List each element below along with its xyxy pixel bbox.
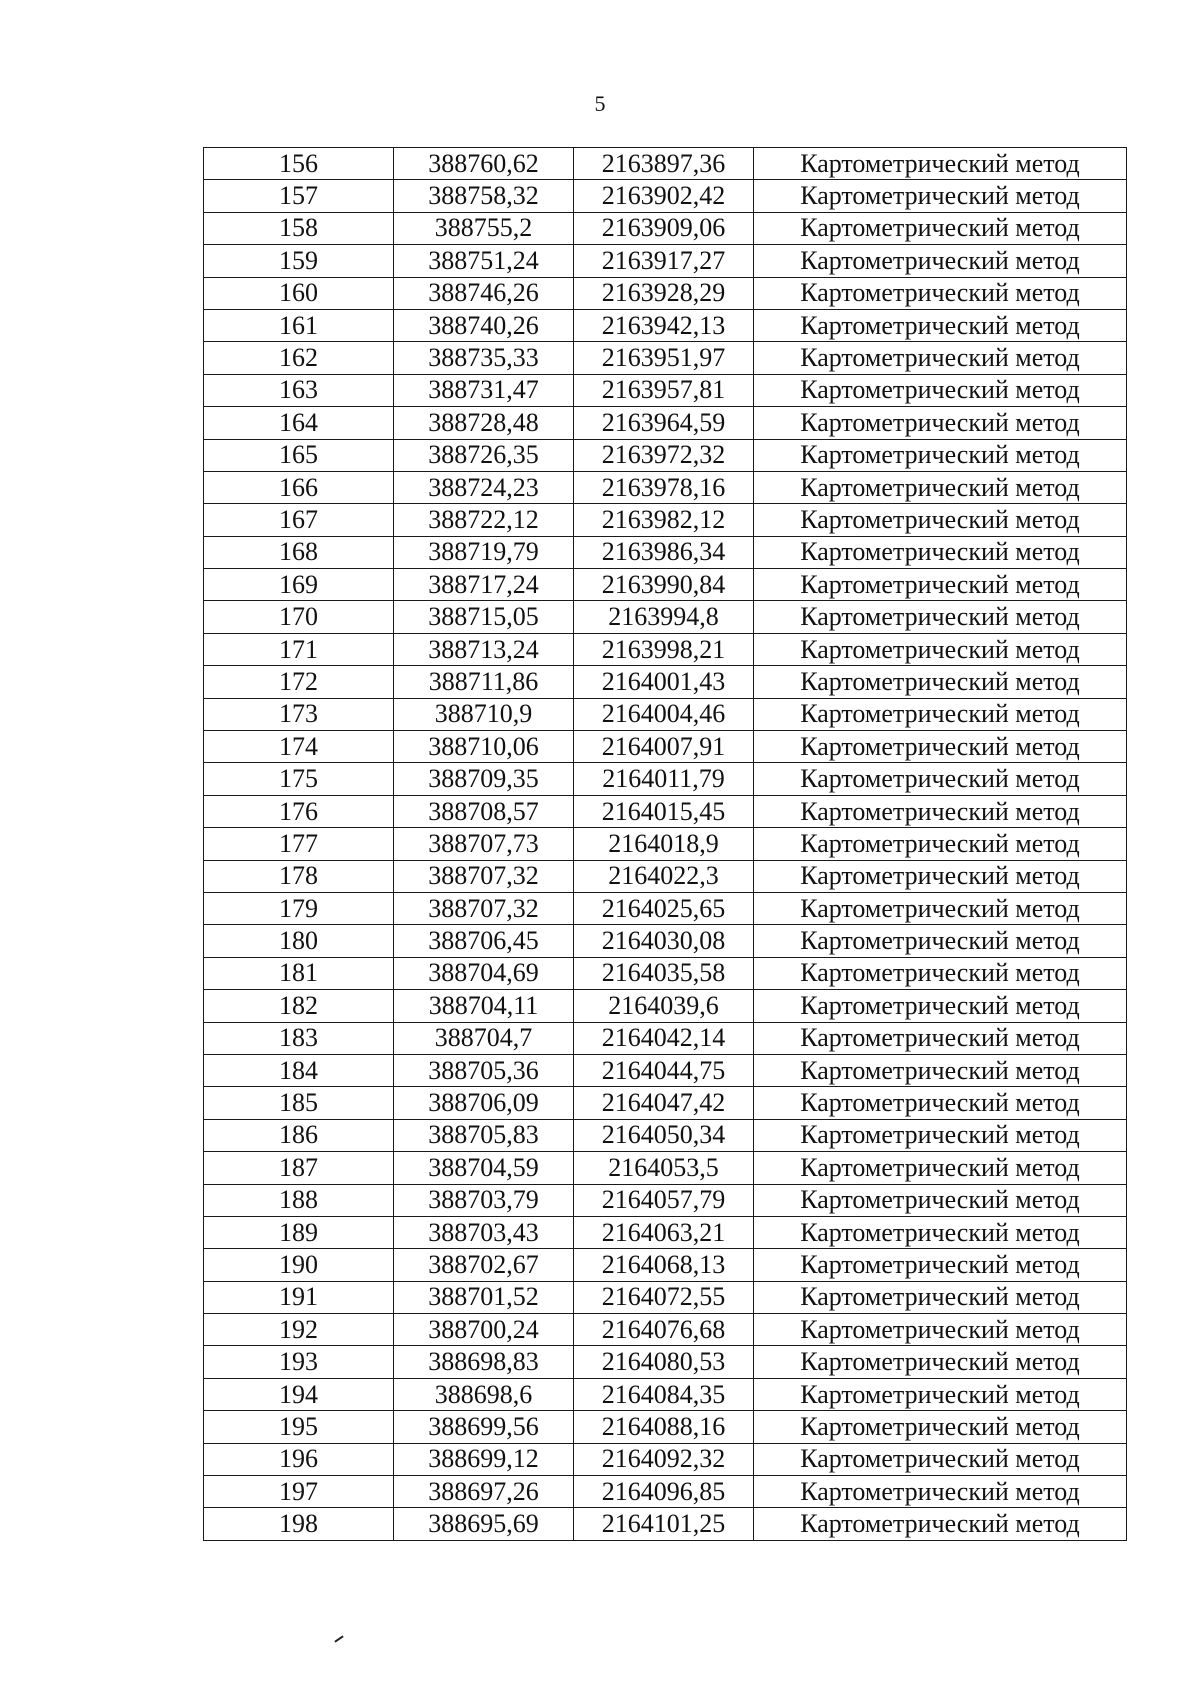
- table-row: [204, 1476, 1127, 1508]
- y-coordinate-cell: 2164044,75: [574, 1054, 754, 1086]
- point-number-cell: 177: [204, 828, 394, 860]
- x-coordinate-cell: 388704,59: [394, 1152, 574, 1184]
- table-row: [204, 1411, 1127, 1443]
- table-row: [204, 1443, 1127, 1475]
- point-number-cell: 187: [204, 1152, 394, 1184]
- x-coordinate-cell: 388699,12: [394, 1443, 574, 1475]
- point-number-cell: 178: [204, 860, 394, 892]
- x-coordinate-cell: 388707,32: [394, 860, 574, 892]
- method-cell: Картометрический метод: [754, 795, 1127, 827]
- method-cell: Картометрический метод: [754, 569, 1127, 601]
- point-number-cell: 195: [204, 1411, 394, 1443]
- table-row: [204, 407, 1127, 439]
- method-cell: Картометрический метод: [754, 1314, 1127, 1346]
- method-cell: Картометрический метод: [754, 504, 1127, 536]
- method-cell: Картометрический метод: [754, 860, 1127, 892]
- x-coordinate-cell: 388722,12: [394, 504, 574, 536]
- method-cell: Картометрический метод: [754, 1411, 1127, 1443]
- point-number-cell: 166: [204, 471, 394, 503]
- y-coordinate-cell: 2164057,79: [574, 1184, 754, 1216]
- table-row: [204, 698, 1127, 730]
- method-cell: Картометрический метод: [754, 1443, 1127, 1475]
- table-row: [204, 601, 1127, 633]
- method-cell: Картометрический метод: [754, 892, 1127, 924]
- method-cell: Картометрический метод: [754, 1249, 1127, 1281]
- y-coordinate-cell: 2163994,8: [574, 601, 754, 633]
- x-coordinate-cell: 388715,05: [394, 601, 574, 633]
- method-cell: Картометрический метод: [754, 1346, 1127, 1378]
- x-coordinate-cell: 388704,7: [394, 1022, 574, 1054]
- x-coordinate-cell: 388758,32: [394, 180, 574, 212]
- y-coordinate-cell: 2163986,34: [574, 536, 754, 568]
- table-row: [204, 1281, 1127, 1313]
- point-number-cell: 179: [204, 892, 394, 924]
- table-row: [204, 1378, 1127, 1410]
- y-coordinate-cell: 2163982,12: [574, 504, 754, 536]
- method-cell: Картометрический метод: [754, 925, 1127, 957]
- method-cell: Картометрический метод: [754, 763, 1127, 795]
- x-coordinate-cell: 388697,26: [394, 1476, 574, 1508]
- point-number-cell: 186: [204, 1119, 394, 1151]
- point-number-cell: 163: [204, 374, 394, 406]
- x-coordinate-cell: 388726,35: [394, 439, 574, 471]
- table-row: [204, 666, 1127, 698]
- y-coordinate-cell: 2163951,97: [574, 342, 754, 374]
- x-coordinate-cell: 388707,73: [394, 828, 574, 860]
- point-number-cell: 181: [204, 957, 394, 989]
- table-row: [204, 342, 1127, 374]
- x-coordinate-cell: 388711,86: [394, 666, 574, 698]
- table-row: [204, 633, 1127, 665]
- method-cell: Картометрический метод: [754, 633, 1127, 665]
- method-cell: Картометрический метод: [754, 1476, 1127, 1508]
- point-number-cell: 176: [204, 795, 394, 827]
- table-row: [204, 1054, 1127, 1086]
- method-cell: Картометрический метод: [754, 731, 1127, 763]
- y-coordinate-cell: 2164080,53: [574, 1346, 754, 1378]
- point-number-cell: 189: [204, 1216, 394, 1248]
- x-coordinate-cell: 388751,24: [394, 245, 574, 277]
- y-coordinate-cell: 2164018,9: [574, 828, 754, 860]
- y-coordinate-cell: 2163909,06: [574, 212, 754, 244]
- y-coordinate-cell: 2163942,13: [574, 309, 754, 341]
- method-cell: Картометрический метод: [754, 309, 1127, 341]
- x-coordinate-cell: 388708,57: [394, 795, 574, 827]
- table-row: [204, 309, 1127, 341]
- table-row: [204, 1119, 1127, 1151]
- method-cell: Картометрический метод: [754, 342, 1127, 374]
- method-cell: Картометрический метод: [754, 666, 1127, 698]
- y-coordinate-cell: 2164050,34: [574, 1119, 754, 1151]
- x-coordinate-cell: 388760,62: [394, 148, 574, 180]
- method-cell: Картометрический метод: [754, 1119, 1127, 1151]
- y-coordinate-cell: 2163917,27: [574, 245, 754, 277]
- x-coordinate-cell: 388724,23: [394, 471, 574, 503]
- table-row: [204, 795, 1127, 827]
- x-coordinate-cell: 388717,24: [394, 569, 574, 601]
- x-coordinate-cell: 388735,33: [394, 342, 574, 374]
- point-number-cell: 170: [204, 601, 394, 633]
- method-cell: Картометрический метод: [754, 245, 1127, 277]
- y-coordinate-cell: 2164076,68: [574, 1314, 754, 1346]
- table-row: [204, 990, 1127, 1022]
- table-row: [204, 569, 1127, 601]
- method-cell: Картометрический метод: [754, 990, 1127, 1022]
- y-coordinate-cell: 2164084,35: [574, 1378, 754, 1410]
- point-number-cell: 182: [204, 990, 394, 1022]
- method-cell: Картометрический метод: [754, 828, 1127, 860]
- method-cell: Картометрический метод: [754, 407, 1127, 439]
- table-row: [204, 1249, 1127, 1281]
- x-coordinate-cell: 388705,83: [394, 1119, 574, 1151]
- x-coordinate-cell: 388698,83: [394, 1346, 574, 1378]
- y-coordinate-cell: 2164063,21: [574, 1216, 754, 1248]
- method-cell: Картометрический метод: [754, 471, 1127, 503]
- point-number-cell: 165: [204, 439, 394, 471]
- x-coordinate-cell: 388713,24: [394, 633, 574, 665]
- x-coordinate-cell: 388698,6: [394, 1378, 574, 1410]
- point-number-cell: 191: [204, 1281, 394, 1313]
- table-row: [204, 892, 1127, 924]
- y-coordinate-cell: 2164042,14: [574, 1022, 754, 1054]
- method-cell: Картометрический метод: [754, 374, 1127, 406]
- point-number-cell: 184: [204, 1054, 394, 1086]
- table-row: [204, 828, 1127, 860]
- x-coordinate-cell: 388755,2: [394, 212, 574, 244]
- y-coordinate-cell: 2163978,16: [574, 471, 754, 503]
- table-row: [204, 957, 1127, 989]
- point-number-cell: 180: [204, 925, 394, 957]
- x-coordinate-cell: 388699,56: [394, 1411, 574, 1443]
- point-number-cell: 183: [204, 1022, 394, 1054]
- coordinates-table-body: [204, 148, 1127, 1541]
- x-coordinate-cell: 388703,79: [394, 1184, 574, 1216]
- y-coordinate-cell: 2163897,36: [574, 148, 754, 180]
- method-cell: Картометрический метод: [754, 1216, 1127, 1248]
- y-coordinate-cell: 2163957,81: [574, 374, 754, 406]
- table-row: [204, 1216, 1127, 1248]
- x-coordinate-cell: 388695,69: [394, 1508, 574, 1540]
- table-row: [204, 245, 1127, 277]
- table-row: [204, 860, 1127, 892]
- method-cell: Картометрический метод: [754, 1087, 1127, 1119]
- method-cell: Картометрический метод: [754, 536, 1127, 568]
- point-number-cell: 192: [204, 1314, 394, 1346]
- table-row: [204, 1022, 1127, 1054]
- x-coordinate-cell: 388709,35: [394, 763, 574, 795]
- point-number-cell: 190: [204, 1249, 394, 1281]
- point-number-cell: 175: [204, 763, 394, 795]
- x-coordinate-cell: 388710,9: [394, 698, 574, 730]
- y-coordinate-cell: 2164092,32: [574, 1443, 754, 1475]
- x-coordinate-cell: 388746,26: [394, 277, 574, 309]
- x-coordinate-cell: 388701,52: [394, 1281, 574, 1313]
- x-coordinate-cell: 388707,32: [394, 892, 574, 924]
- x-coordinate-cell: 388719,79: [394, 536, 574, 568]
- x-coordinate-cell: 388705,36: [394, 1054, 574, 1086]
- method-cell: Картометрический метод: [754, 1184, 1127, 1216]
- table-row: [204, 277, 1127, 309]
- y-coordinate-cell: 2164039,6: [574, 990, 754, 1022]
- y-coordinate-cell: 2164011,79: [574, 763, 754, 795]
- method-cell: Картометрический метод: [754, 957, 1127, 989]
- point-number-cell: 171: [204, 633, 394, 665]
- x-coordinate-cell: 388704,69: [394, 957, 574, 989]
- table-row: [204, 148, 1127, 180]
- x-coordinate-cell: 388702,67: [394, 1249, 574, 1281]
- point-number-cell: 197: [204, 1476, 394, 1508]
- x-coordinate-cell: 388700,24: [394, 1314, 574, 1346]
- method-cell: Картометрический метод: [754, 180, 1127, 212]
- y-coordinate-cell: 2163902,42: [574, 180, 754, 212]
- y-coordinate-cell: 2164004,46: [574, 698, 754, 730]
- method-cell: Картометрический метод: [754, 277, 1127, 309]
- method-cell: Картометрический метод: [754, 439, 1127, 471]
- point-number-cell: 161: [204, 309, 394, 341]
- method-cell: Картометрический метод: [754, 148, 1127, 180]
- y-coordinate-cell: 2164096,85: [574, 1476, 754, 1508]
- point-number-cell: 174: [204, 731, 394, 763]
- y-coordinate-cell: 2164101,25: [574, 1508, 754, 1540]
- point-number-cell: 162: [204, 342, 394, 374]
- method-cell: Картометрический метод: [754, 1508, 1127, 1540]
- table-row: [204, 504, 1127, 536]
- point-number-cell: 168: [204, 536, 394, 568]
- table-row: [204, 180, 1127, 212]
- y-coordinate-cell: 2164035,58: [574, 957, 754, 989]
- y-coordinate-cell: 2164022,3: [574, 860, 754, 892]
- point-number-cell: 167: [204, 504, 394, 536]
- point-number-cell: 160: [204, 277, 394, 309]
- table-row: [204, 925, 1127, 957]
- y-coordinate-cell: 2164088,16: [574, 1411, 754, 1443]
- y-coordinate-cell: 2163964,59: [574, 407, 754, 439]
- point-number-cell: 156: [204, 148, 394, 180]
- table-row: [204, 212, 1127, 244]
- y-coordinate-cell: 2164030,08: [574, 925, 754, 957]
- y-coordinate-cell: 2164072,55: [574, 1281, 754, 1313]
- point-number-cell: 172: [204, 666, 394, 698]
- x-coordinate-cell: 388706,45: [394, 925, 574, 957]
- point-number-cell: 169: [204, 569, 394, 601]
- table-row: [204, 374, 1127, 406]
- table-row: [204, 1184, 1127, 1216]
- point-number-cell: 188: [204, 1184, 394, 1216]
- table-row: [204, 731, 1127, 763]
- method-cell: Картометрический метод: [754, 1054, 1127, 1086]
- x-coordinate-cell: 388728,48: [394, 407, 574, 439]
- point-number-cell: 194: [204, 1378, 394, 1410]
- point-number-cell: 164: [204, 407, 394, 439]
- coordinates-table: [203, 147, 1127, 1541]
- point-number-cell: 173: [204, 698, 394, 730]
- table-row: [204, 471, 1127, 503]
- x-coordinate-cell: 388740,26: [394, 309, 574, 341]
- table-row: [204, 1314, 1127, 1346]
- point-number-cell: 198: [204, 1508, 394, 1540]
- y-coordinate-cell: 2164047,42: [574, 1087, 754, 1119]
- pen-mark: [334, 1635, 343, 1642]
- method-cell: Картометрический метод: [754, 1022, 1127, 1054]
- table-row: [204, 1087, 1127, 1119]
- table-row: [204, 763, 1127, 795]
- method-cell: Картометрический метод: [754, 601, 1127, 633]
- y-coordinate-cell: 2164025,65: [574, 892, 754, 924]
- table-row: [204, 1346, 1127, 1378]
- x-coordinate-cell: 388704,11: [394, 990, 574, 1022]
- page-number: 5: [594, 91, 606, 116]
- table-row: [204, 1152, 1127, 1184]
- method-cell: Картометрический метод: [754, 212, 1127, 244]
- y-coordinate-cell: 2163990,84: [574, 569, 754, 601]
- y-coordinate-cell: 2164001,43: [574, 666, 754, 698]
- table-row: [204, 439, 1127, 471]
- method-cell: Картометрический метод: [754, 1281, 1127, 1313]
- y-coordinate-cell: 2164007,91: [574, 731, 754, 763]
- point-number-cell: 196: [204, 1443, 394, 1475]
- table-row: [204, 1508, 1127, 1540]
- x-coordinate-cell: 388731,47: [394, 374, 574, 406]
- y-coordinate-cell: 2164053,5: [574, 1152, 754, 1184]
- y-coordinate-cell: 2164015,45: [574, 795, 754, 827]
- x-coordinate-cell: 388706,09: [394, 1087, 574, 1119]
- point-number-cell: 193: [204, 1346, 394, 1378]
- y-coordinate-cell: 2163928,29: [574, 277, 754, 309]
- point-number-cell: 159: [204, 245, 394, 277]
- method-cell: Картометрический метод: [754, 1378, 1127, 1410]
- y-coordinate-cell: 2164068,13: [574, 1249, 754, 1281]
- y-coordinate-cell: 2163972,32: [574, 439, 754, 471]
- x-coordinate-cell: 388703,43: [394, 1216, 574, 1248]
- table-row: [204, 536, 1127, 568]
- point-number-cell: 185: [204, 1087, 394, 1119]
- method-cell: Картометрический метод: [754, 698, 1127, 730]
- y-coordinate-cell: 2163998,21: [574, 633, 754, 665]
- point-number-cell: 158: [204, 212, 394, 244]
- method-cell: Картометрический метод: [754, 1152, 1127, 1184]
- point-number-cell: 157: [204, 180, 394, 212]
- x-coordinate-cell: 388710,06: [394, 731, 574, 763]
